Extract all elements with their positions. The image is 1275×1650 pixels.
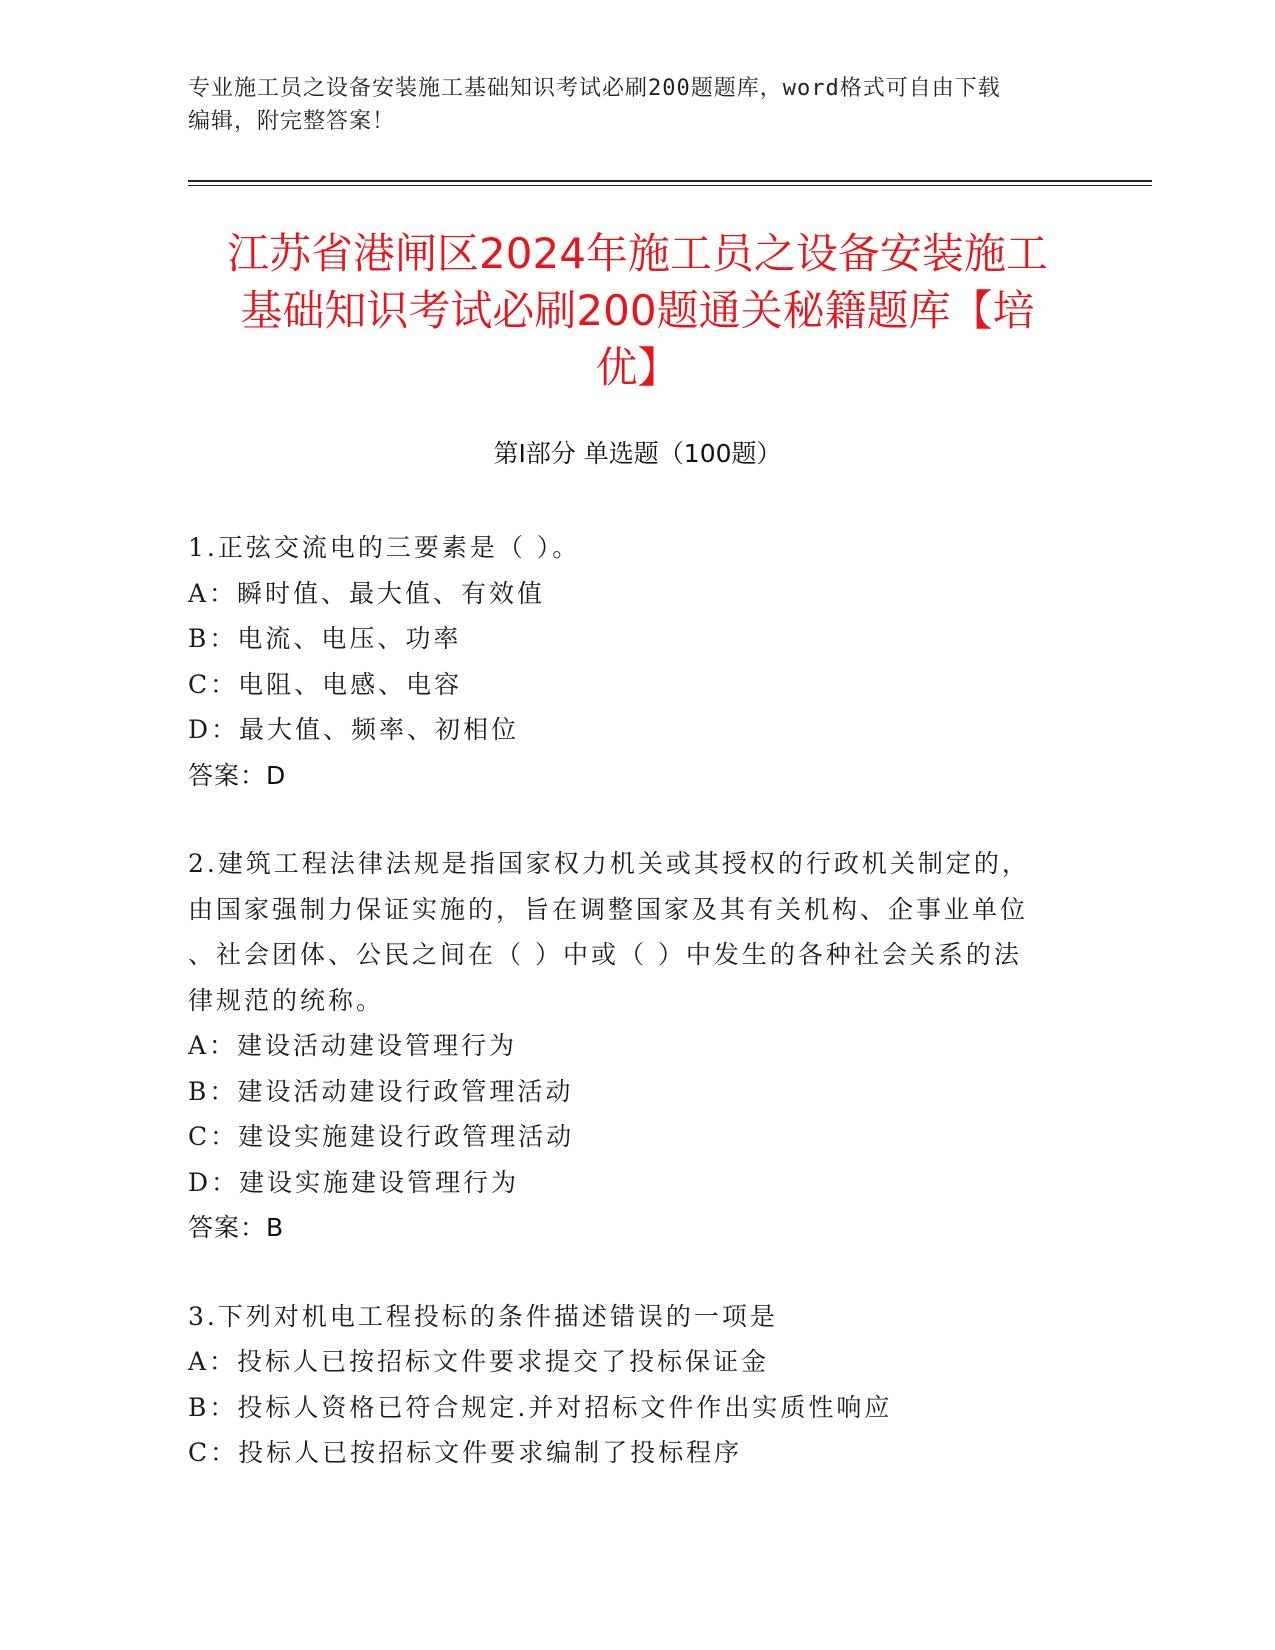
question-stem: 3.下列对机电工程投标的条件描述错误的一项是 xyxy=(188,1301,778,1331)
header-note-line-2: 编辑，附完整答案！ xyxy=(188,109,396,134)
question-stem-line-1: 2.建筑工程法律法规是指国家权力机关或其授权的行政机关制定的， xyxy=(188,849,1030,878)
option-d: D：建设实施建设管理行为 xyxy=(188,1167,520,1197)
question-1 xyxy=(188,525,1068,798)
header-divider-thick xyxy=(188,180,1152,182)
title-line-3: 优】 xyxy=(595,343,680,392)
question-stem-line-4: 律规范的统称。 xyxy=(188,985,385,1015)
option-a: A：建设活动建设管理行为 xyxy=(188,1031,518,1060)
question-list xyxy=(188,525,1068,1519)
question-stem-line-3: 、社会团体、公民之间在（ ）中或（ ）中发生的各种社会关系的法 xyxy=(188,940,1022,969)
question-2 xyxy=(188,841,1068,1251)
option-b: B：投标人资格已符合规定.并对招标文件作出实质性响应 xyxy=(188,1392,893,1422)
question-stem-line-2: 由国家强制力保证实施的，旨在调整国家及其有关机构、企事业单位 xyxy=(188,894,1029,924)
question-3 xyxy=(188,1294,1068,1476)
option-c: C：投标人已按招标文件要求编制了投标程序 xyxy=(188,1438,743,1467)
option-b: B：建设活动建设行政管理活动 xyxy=(188,1076,574,1106)
header-note xyxy=(188,72,1088,138)
question-stem: 1.正弦交流电的三要素是（ ）。 xyxy=(188,533,581,562)
header-divider-thin xyxy=(188,185,1152,186)
document-title xyxy=(180,225,1095,396)
option-a: A：瞬时值、最大值、有效值 xyxy=(188,578,546,608)
title-line-1: 江苏省港闸区2024年施工员之设备安装施工 xyxy=(227,229,1048,278)
option-c: C：建设实施建设行政管理活动 xyxy=(188,1122,575,1151)
section-heading: 第Ⅰ部分 单选题（100题） xyxy=(493,439,782,468)
header-note-line-1: 专业施工员之设备安装施工基础知识考试必刷200题题库，word格式可自由下载 xyxy=(188,76,1001,101)
option-b: B：电流、电压、功率 xyxy=(188,624,462,653)
option-d: D：最大值、频率、初相位 xyxy=(188,715,520,744)
answer-label: 答案：D xyxy=(188,760,287,790)
option-a: A：投标人已按招标文件要求提交了投标保证金 xyxy=(188,1347,770,1376)
answer-label: 答案：B xyxy=(188,1213,285,1242)
title-line-2: 基础知识考试必刷200题通关秘籍题库【培 xyxy=(240,286,1035,335)
option-c: C：电阻、电感、电容 xyxy=(188,669,463,699)
